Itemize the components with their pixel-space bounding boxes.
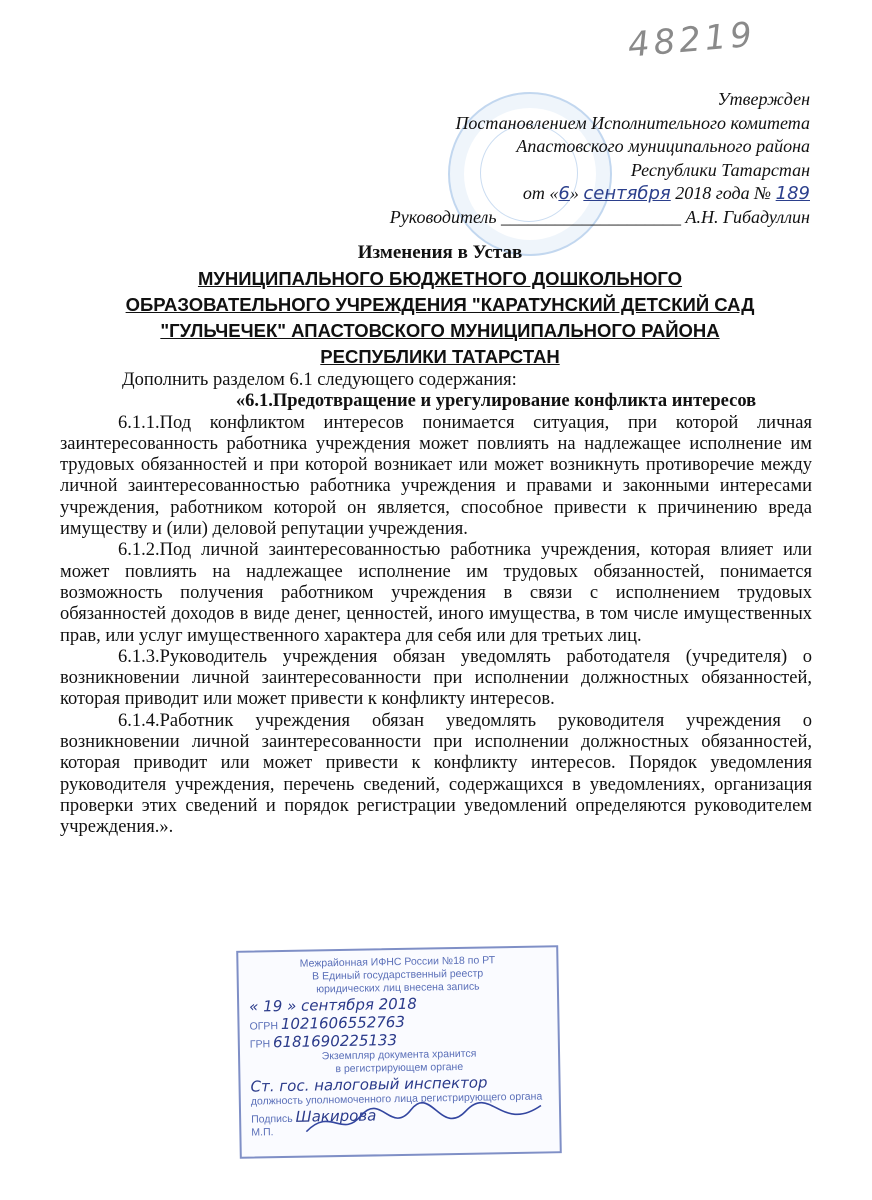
approval-date-month: сентября [583,183,671,204]
stamp-mp: М.П. [251,1126,274,1139]
paragraph-6-1-1: 6.1.1.Под конфликтом интересов понимается ситуация, при которой личная заинтересованность работника учреждения может повлиять на надлежащее исполнение им трудовых обязанностей и при которой возникает или может возникнуть противоречие между личной заинтересованностью работника учреждения и правами и законными интересами учреждения, работником которой он является, способное привести к причинению вреда имуществу и (или) деловой репутации учреждения. [60,412,812,540]
document-title [60,240,820,370]
approval-head-line: Руководитель ____________________ А.Н. Гибадуллин [389,206,810,227]
handwritten-registration-number: 48219 [626,14,758,66]
signature-blank: ____________________ [501,206,682,227]
stamp-line-4: Экземпляр документа хранится [321,1047,477,1063]
document-body [60,370,812,839]
title-org-line-3: "ГУЛЬЧЕЧЕК" АПАСТОВСКОГО МУНИЦИПАЛЬНОГО РАЙОНА [160,320,720,341]
stamp-line-6: должность уполномоченного лица регистрирующего органа [250,1090,543,1108]
stamp-position: Ст. гос. налоговый инспектор [250,1073,488,1096]
paragraph-6-1-4: 6.1.4.Работник учреждения обязан уведомлять руководителя учреждения о возникновении личной заинтересованности при исполнении должностных обязанностей, которая приводит или может привести к конфликту интересов. Порядок уведомления руководителя учреждения, перечень сведений, содержащихся в уведомлениях, организация проверки этих сведений и порядок регистрации уведомлений определяются руководителем учреждения.». [60,710,812,838]
approval-date-day: 6 [558,183,570,204]
stamp-signature: Шакирова [295,1106,377,1126]
stamp-line-1: Межрайонная ИФНС России №18 по РТ [299,954,496,970]
stamp-date: « 19 » сентября 2018 [249,994,418,1016]
stamp-line-5: в регистрирующем органе [335,1060,464,1076]
stamp-grn-line: ГРН 6181690225133 [249,1031,398,1052]
stamp-ogrn-value: 1021606552763 [280,1012,406,1034]
approval-line-district: Апастовского муниципального района [516,136,810,156]
tax-registration-stamp [236,945,562,1159]
signature-scrawl-icon [301,1097,552,1141]
approval-date-line: от «6» сентября 2018 года № 189 [522,183,810,204]
paragraph-6-1-2: 6.1.2.Под личной заинтересованностью работника учреждения, которая влияет или может повлиять на надлежащее исполнение им трудовых обязанностей, понимается возможность получения работником учреждения в связи с исполнением трудовых обязанностей доходов в виде денег, ценностей, иного имущества, в том числе имущественных прав, или услуг имущественного характера для себя или для третьих лиц. [60,540,812,646]
approval-line-approved: Утвержден [717,89,810,109]
stamp-line-3: юридических лиц внесена запись [316,980,480,996]
approval-block [350,88,810,229]
stamp-sign-line: Подпись Шакирова [251,1106,377,1126]
stamp-ogrn-line: ОГРН 1021606552763 [249,1012,406,1034]
head-name: А.Н. Гибадуллин [681,206,810,227]
body-intro: Дополнить разделом 6.1 следующего содержания: [122,370,517,390]
approval-line-resolution: Постановлением Исполнительного комитета [455,112,810,133]
approval-number: 189 [775,183,810,204]
title-org-line-2: ОБРАЗОВАТЕЛЬНОГО УЧРЕЖДЕНИЯ "КАРАТУНСКИЙ ДЕТСКИЙ САД [125,294,755,315]
title-org-line-1: МУНИЦИПАЛЬНОГО БЮДЖЕТНОГО ДОШКОЛЬНОГО [197,268,683,289]
title-main: Изменения в Устав [357,242,523,263]
stamp-grn-value: 6181690225133 [272,1031,398,1052]
title-org-line-4: РЕСПУБЛИКИ ТАТАРСТАН [320,346,560,367]
paragraph-6-1-3: 6.1.3.Руководитель учреждения обязан уведомлять работодателя (учредителя) о возникновении личной заинтересованности при исполнении должностных обязанностей, которая приводит или может привести к конфликту интересов. [60,646,812,710]
section-heading: «6.1.Предотвращение и урегулирование конфликта интересов [235,391,757,412]
approval-line-republic: Республики Татарстан [630,159,810,180]
stamp-line-2: В Единый государственный реестр [311,967,484,983]
